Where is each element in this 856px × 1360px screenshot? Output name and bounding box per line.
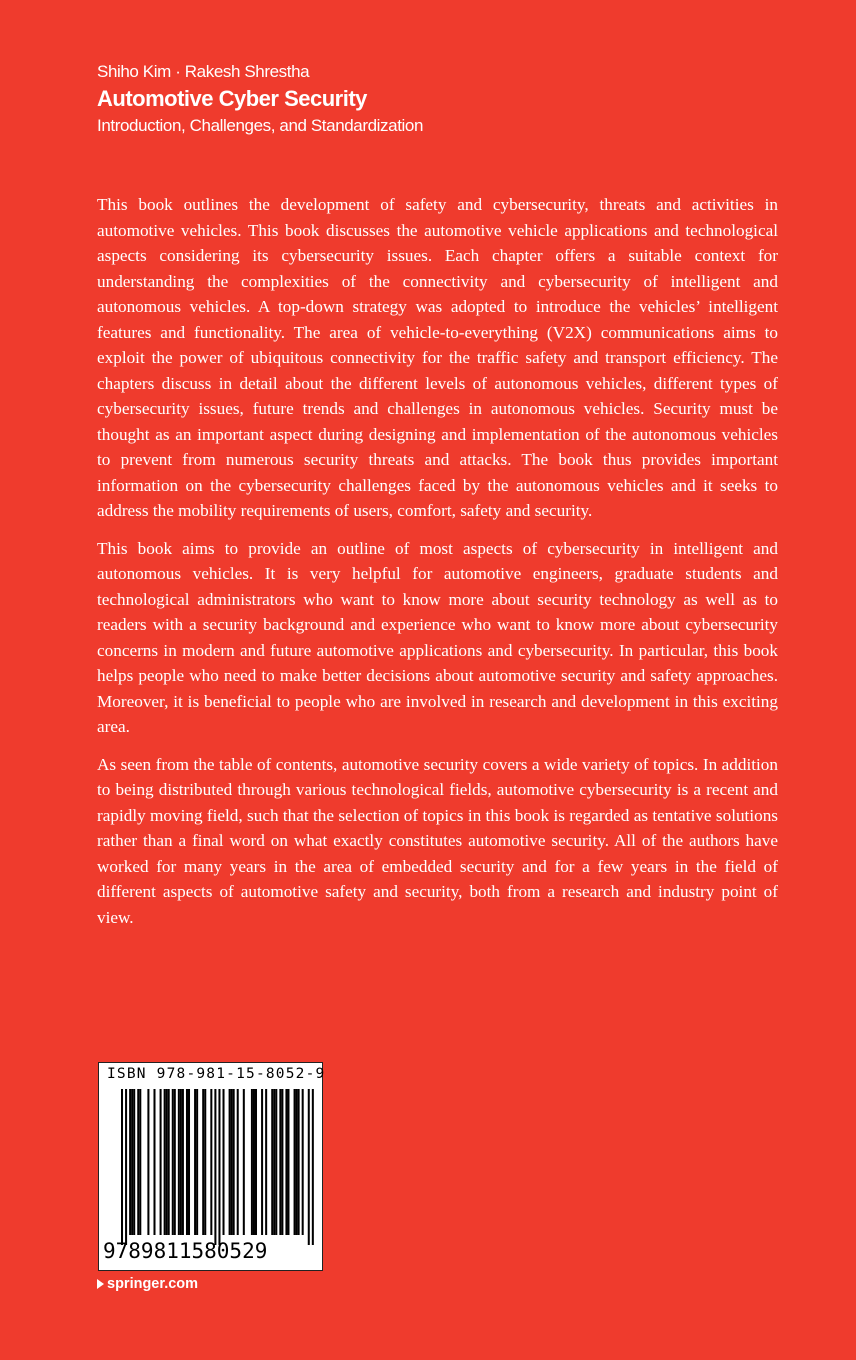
barcode-bar [186,1089,188,1235]
barcode-bar [298,1089,300,1235]
barcode-bar [174,1089,176,1235]
barcode-bar [178,1089,180,1235]
barcode-bar [302,1089,304,1235]
barcode-bar [251,1089,253,1235]
barcode-bar [180,1089,182,1235]
barcode-bar [279,1089,281,1235]
barcode-bar [281,1089,283,1235]
barcode-bar [133,1089,135,1235]
authors: Shiho Kim · Rakesh Shrestha [97,62,310,81]
barcode-bar [287,1089,289,1235]
barcode-bar [147,1089,149,1235]
barcode-bar [129,1089,131,1235]
blurb [97,192,778,942]
barcode-bar [261,1089,263,1235]
barcode-bar [164,1089,166,1235]
barcode-bar [188,1089,190,1235]
book-subtitle: Introduction, Challenges, and Standardization [97,116,424,135]
barcode-bar [273,1089,275,1235]
barcode-bar [294,1089,296,1235]
barcode-bar [137,1089,139,1235]
barcode-bar [285,1089,287,1235]
blurb-paragraph-3: As seen from the table of contents, automotive security covers a wide variety of topics. In addition to being distributed through various technological fields, automotive cybersecurity is a recent and rapidly moving field, such that the selection of topics in this book is regarded as tentative solutions rather than a final word on what exactly constitutes automotive security. All of the authors have worked for many years in the area of embedded security and for a few years in the field of different aspects of automotive safety and security, both from a research and industry point of view. [97,754,778,927]
blurb-paragraph-2: This book aims to provide an outline of most aspects of cybersecurity in intelligent and autonomous vehicles. It is very helpful for automotive engineers, graduate students and technological administrators who want to know more about security technology as well as to readers with a security background and experience who want to know more about cybersecurity concerns in modern and future automotive applications and cybersecurity. In particular, this book helps people who need to make better decisions about automotive security and safety approaches. Moreover, it is beneficial to people who are involved in research and development in this exciting area. [97,538,778,736]
barcode-bar [131,1089,133,1235]
barcode-bar [308,1089,310,1245]
barcode-bar [237,1089,239,1235]
arrow-right-icon [97,1279,104,1289]
barcode-bar [166,1089,168,1235]
barcode-bar [139,1089,141,1235]
publisher-url: springer.com [107,1276,199,1292]
book-title: Automotive Cyber Security [97,86,367,111]
barcode-bar [125,1089,127,1245]
barcode-bar [196,1089,198,1235]
barcode-digits: 9789811580529 [103,1239,268,1263]
barcode-bar [194,1089,196,1235]
barcode-bar [160,1089,162,1235]
barcode-bar [255,1089,257,1235]
barcode-bar [296,1089,298,1235]
barcode-bar [275,1089,277,1235]
book-header [97,60,797,138]
barcode-bar [218,1089,220,1245]
barcode-bar [312,1089,314,1245]
blurb-paragraph-1: This book outlines the development of safety and cybersecurity, threats and activities in automotive vehicles. This book discusses the automotive vehicle applications and technological aspects considering its cybersecurity issues. Each chapter offers a suitable context for understanding the complexities of the connectivity and cybersecurity of intelligent and autonomous vehicles. A top-down strategy was adopted to introduce the vehicles’ intelligent features and functionality. The area of vehicle-to-everything (V2X) communications aims to exploit the power of ubiquitous connectivity for the traffic safety and transport efficiency. The chapters discuss in detail about the different levels of autonomous vehicles, different types of cybersecurity issues, future trends and challenges in autonomous vehicles. Security must be thought as an important aspect during designing and implementation of the autonomous vehicles to prevent from numerous security threats and attacks. The book thus provides important information on the cybersecurity challenges faced by the autonomous vehicles and it seeks to address the mobility requirements of users, comfort, safety and security. [97,195,778,520]
publisher-link[interactable] [97,1276,198,1292]
barcode-bar [168,1089,170,1235]
barcode-bar [253,1089,255,1235]
isbn-label: ISBN 978-981-15-8052-9 [107,1066,326,1082]
barcode-bar [121,1089,123,1245]
barcode-bar [202,1089,204,1235]
barcode-bar [214,1089,216,1245]
barcode-bar [210,1089,212,1235]
barcode-bar [243,1089,245,1235]
barcode-bar [271,1089,273,1235]
barcode-bar [153,1089,155,1235]
barcode-bar [223,1089,225,1235]
barcode-bar [182,1089,184,1235]
barcode-bar [265,1089,267,1235]
barcode-bar [231,1089,233,1235]
isbn-barcode [98,1062,326,1271]
barcode-bar [204,1089,206,1235]
barcode-bar [233,1089,235,1235]
barcode-bar [229,1089,231,1235]
barcode-bar [172,1089,174,1235]
